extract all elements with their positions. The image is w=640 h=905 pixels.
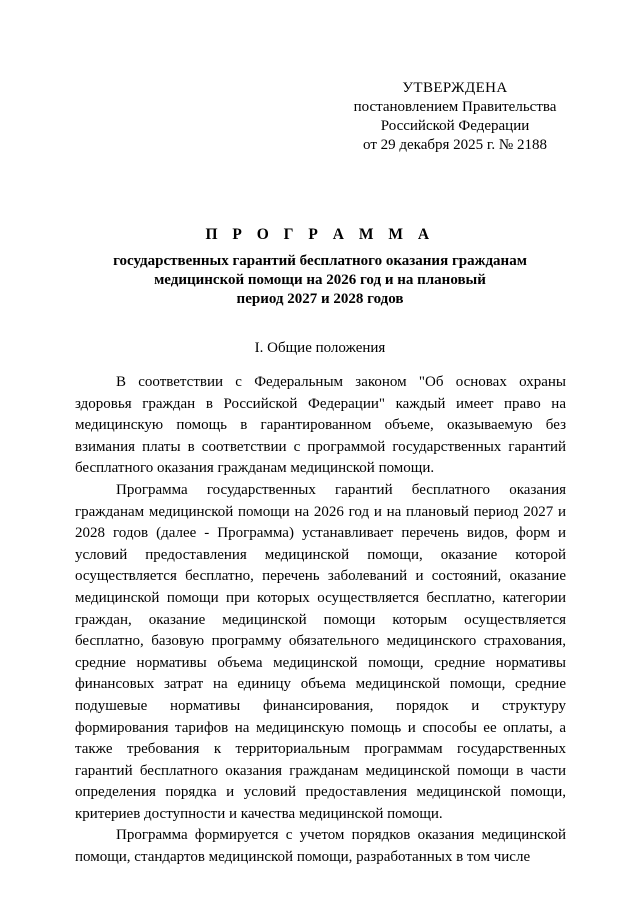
paragraph: Программа государственных гарантий бесплатного оказания гражданам медицинской помощи на 2026 год и на плановый период 2027 и 2028 годов (далее - Программа) устанавливает перечень видов, форм и условий предоставления медицинской помощи, оказание которой осуществляется бесплатно, перечень заболеваний и состояний, оказание медицинской помощи при которых осуществляется бесплатно, категории граждан, оказание медицинской помощи которым осуществляется бесплатно, базовую программу обязательного медицинского страхования, средние нормативы объема медицинской помощи, средние нормативы финансовых затрат на единицу объема медицинской помощи, средние подушевые нормативы финансирования, порядок и структуру формирования тарифов на медицинскую помощь и способы ее оплаты, а также требования к территориальным программам государственных гарантий бесплатного оказания гражданам медицинской помощи в части определения порядка и условий предоставления медицинской помощи, критериев доступности и качества медицинской помощи. bbox=[75, 481, 566, 822]
approval-stamp bbox=[345, 79, 565, 155]
title-program-word: П Р О Г Р А М М А bbox=[205, 226, 435, 243]
body-text bbox=[75, 372, 566, 869]
title-subtitle-line-2: медицинской помощи на 2026 год и на плановый bbox=[154, 272, 486, 288]
paragraph: В соответствии с Федеральным законом "Об основах охраны здоровья граждан в Российской Федерации" каждый имеет право на медицинскую помощь в гарантированном объеме, оказываемую без взимания платы в соответствии с программой государственных гарантий бесплатного оказания гражданам медицинской помощи. bbox=[75, 374, 566, 477]
title-subtitle-line-1: государственных гарантий бесплатного оказания гражданам bbox=[113, 253, 527, 269]
approval-date-number: от 29 декабря 2025 г. № 2188 bbox=[363, 137, 547, 153]
title-subtitle-line-3: период 2027 и 2028 годов bbox=[236, 291, 404, 307]
approval-authority-country: Российской Федерации bbox=[380, 118, 530, 134]
document-title bbox=[75, 225, 565, 309]
approval-heading: УТВЕРЖДЕНА bbox=[402, 80, 508, 96]
paragraph: Программа формируется с учетом порядков оказания медицинской помощи, стандартов медицинской помощи, разработанных в том числе bbox=[75, 827, 566, 866]
approval-authority: постановлением Правительства bbox=[353, 99, 557, 115]
section-heading: I. Общие положения bbox=[254, 340, 386, 356]
